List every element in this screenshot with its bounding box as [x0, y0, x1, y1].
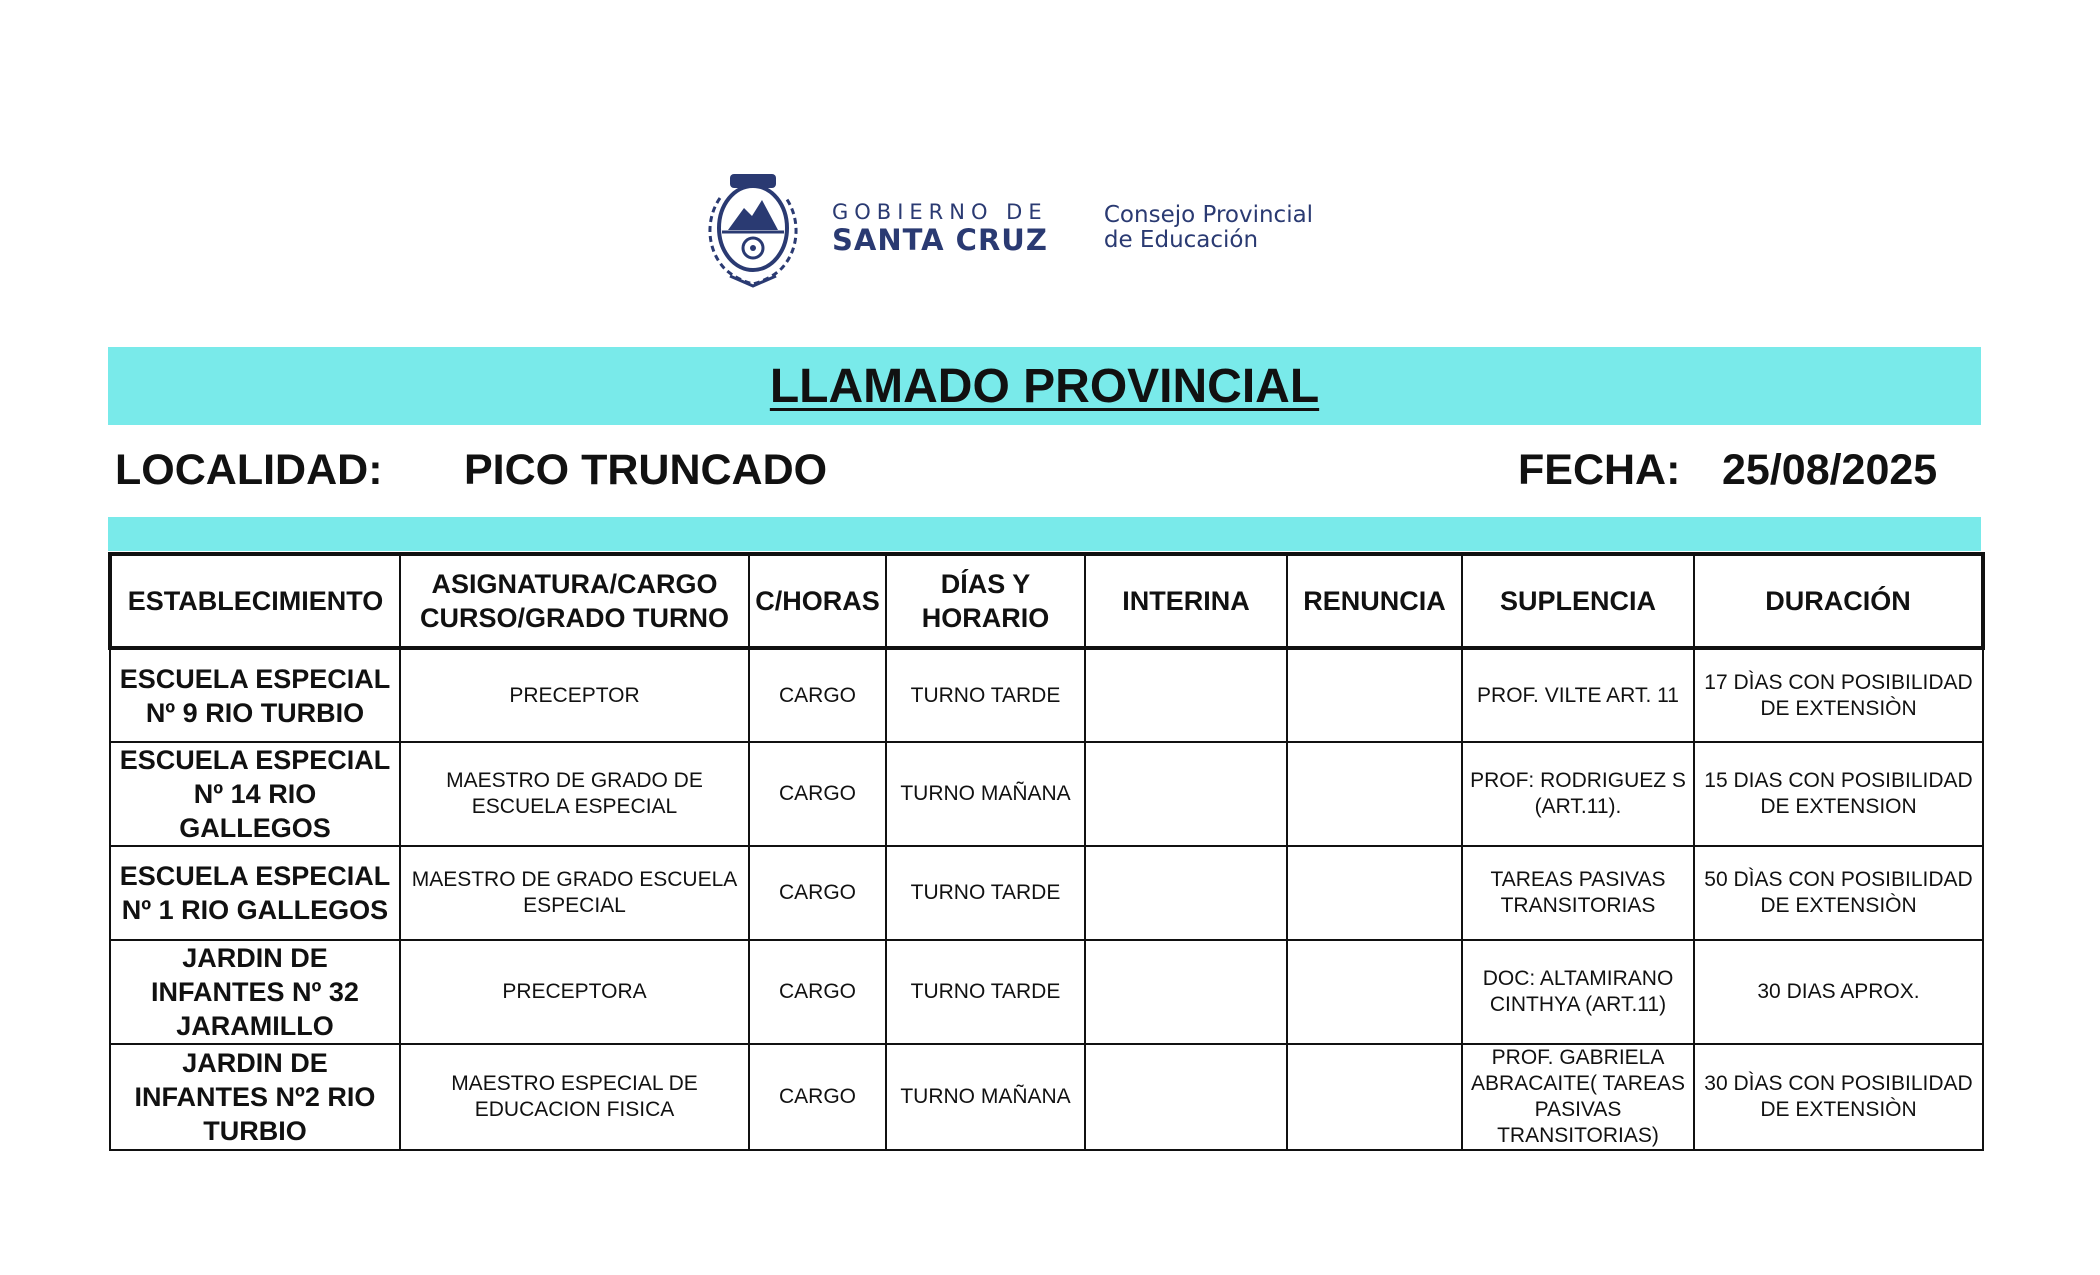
cell-asignatura: PRECEPTORA [400, 940, 749, 1044]
date-value: 25/08/2025 [1722, 446, 1938, 494]
cell-horas: CARGO [749, 846, 886, 940]
cell-duracion: 15 DIAS CON POSIBILIDAD DE EXTENSION [1694, 742, 1983, 846]
cell-duracion: 17 DÌAS CON POSIBILIDAD DE EXTENSIÒN [1694, 648, 1983, 742]
cell-dias: TURNO MAÑANA [886, 1044, 1085, 1150]
cell-asignatura: MAESTRO DE GRADO ESCUELA ESPECIAL [400, 846, 749, 940]
header-duracion: DURACIÓN [1694, 554, 1983, 648]
cell-suplencia: TAREAS PASIVAS TRANSITORIAS [1462, 846, 1694, 940]
separator-band [108, 517, 1981, 551]
cell-duracion: 30 DÌAS CON POSIBILIDAD DE EXTENSIÒN [1694, 1044, 1983, 1150]
table-row [110, 742, 1983, 846]
cell-establecimiento: JARDIN DE INFANTES Nº2 RIO TURBIO [110, 1044, 400, 1150]
cell-duracion: 30 DIAS APROX. [1694, 940, 1983, 1044]
header-suplencia: SUPLENCIA [1462, 554, 1694, 648]
cell-establecimiento: JARDIN DE INFANTES Nº 32 JARAMILLO [110, 940, 400, 1044]
locality-label: LOCALIDAD: [115, 446, 383, 494]
cell-renuncia [1287, 1044, 1462, 1150]
cell-suplencia: PROF. VILTE ART. 11 [1462, 648, 1694, 742]
header-establecimiento: ESTABLECIMIENTO [110, 554, 400, 648]
table-row [110, 1044, 1983, 1150]
cell-horas: CARGO [749, 1044, 886, 1150]
council-name [1104, 203, 1313, 253]
cell-suplencia: PROF. GABRIELA ABRACAITE( TAREAS PASIVAS TRANSITORIAS) [1462, 1044, 1694, 1150]
title-band [108, 347, 1981, 425]
cell-interina [1085, 648, 1287, 742]
cell-horas: CARGO [749, 742, 886, 846]
cell-horas: CARGO [749, 940, 886, 1044]
cell-suplencia: DOC: ALTAMIRANO CINTHYA (ART.11) [1462, 940, 1694, 1044]
table-header-row [110, 554, 1983, 648]
header-asignatura: ASIGNATURA/CARGO CURSO/GRADO TURNO [400, 554, 749, 648]
government-line-1: GOBIERNO DE [832, 200, 1048, 224]
header-interina: INTERINA [1085, 554, 1287, 648]
cell-renuncia [1287, 648, 1462, 742]
cell-dias: TURNO TARDE [886, 648, 1085, 742]
cell-duracion: 50 DÌAS CON POSIBILIDAD DE EXTENSIÒN [1694, 846, 1983, 940]
table-row [110, 648, 1983, 742]
cell-suplencia: PROF: RODRIGUEZ S (ART.11). [1462, 742, 1694, 846]
cell-interina [1085, 742, 1287, 846]
council-line-1: Consejo Provincial [1103, 202, 1314, 228]
locality-date-row [108, 440, 1981, 500]
header-renuncia: RENUNCIA [1287, 554, 1462, 648]
cell-renuncia [1287, 940, 1462, 1044]
cell-asignatura: PRECEPTOR [400, 648, 749, 742]
page-title: LLAMADO PROVINCIAL [769, 359, 1320, 413]
government-name [832, 200, 1048, 256]
government-line-2: SANTA CRUZ [832, 223, 1048, 257]
vacancies-table [108, 552, 1985, 1151]
cell-establecimiento: ESCUELA ESPECIAL Nº 9 RIO TURBIO [110, 648, 400, 742]
cell-renuncia [1287, 742, 1462, 846]
cell-interina [1085, 846, 1287, 940]
cell-establecimiento: ESCUELA ESPECIAL Nº 14 RIO GALLEGOS [110, 742, 400, 846]
table-row [110, 940, 1983, 1044]
council-line-2: de Educación [1103, 227, 1259, 253]
date-label: FECHA: [1518, 446, 1681, 494]
cell-dias: TURNO MAÑANA [886, 742, 1085, 846]
cell-asignatura: MAESTRO DE GRADO DE ESCUELA ESPECIAL [400, 742, 749, 846]
cell-dias: TURNO TARDE [886, 940, 1085, 1044]
cell-dias: TURNO TARDE [886, 846, 1085, 940]
locality-value: PICO TRUNCADO [464, 446, 828, 494]
government-header [700, 168, 1350, 288]
table-row [110, 846, 1983, 940]
santa-cruz-crest-icon [700, 168, 806, 288]
cell-renuncia [1287, 846, 1462, 940]
cell-interina [1085, 1044, 1287, 1150]
cell-interina [1085, 940, 1287, 1044]
header-dias: DÍAS Y HORARIO [886, 554, 1085, 648]
cell-horas: CARGO [749, 648, 886, 742]
header-horas: C/HORAS [749, 554, 886, 648]
cell-establecimiento: ESCUELA ESPECIAL Nº 1 RIO GALLEGOS [110, 846, 400, 940]
cell-asignatura: MAESTRO ESPECIAL DE EDUCACION FISICA [400, 1044, 749, 1150]
